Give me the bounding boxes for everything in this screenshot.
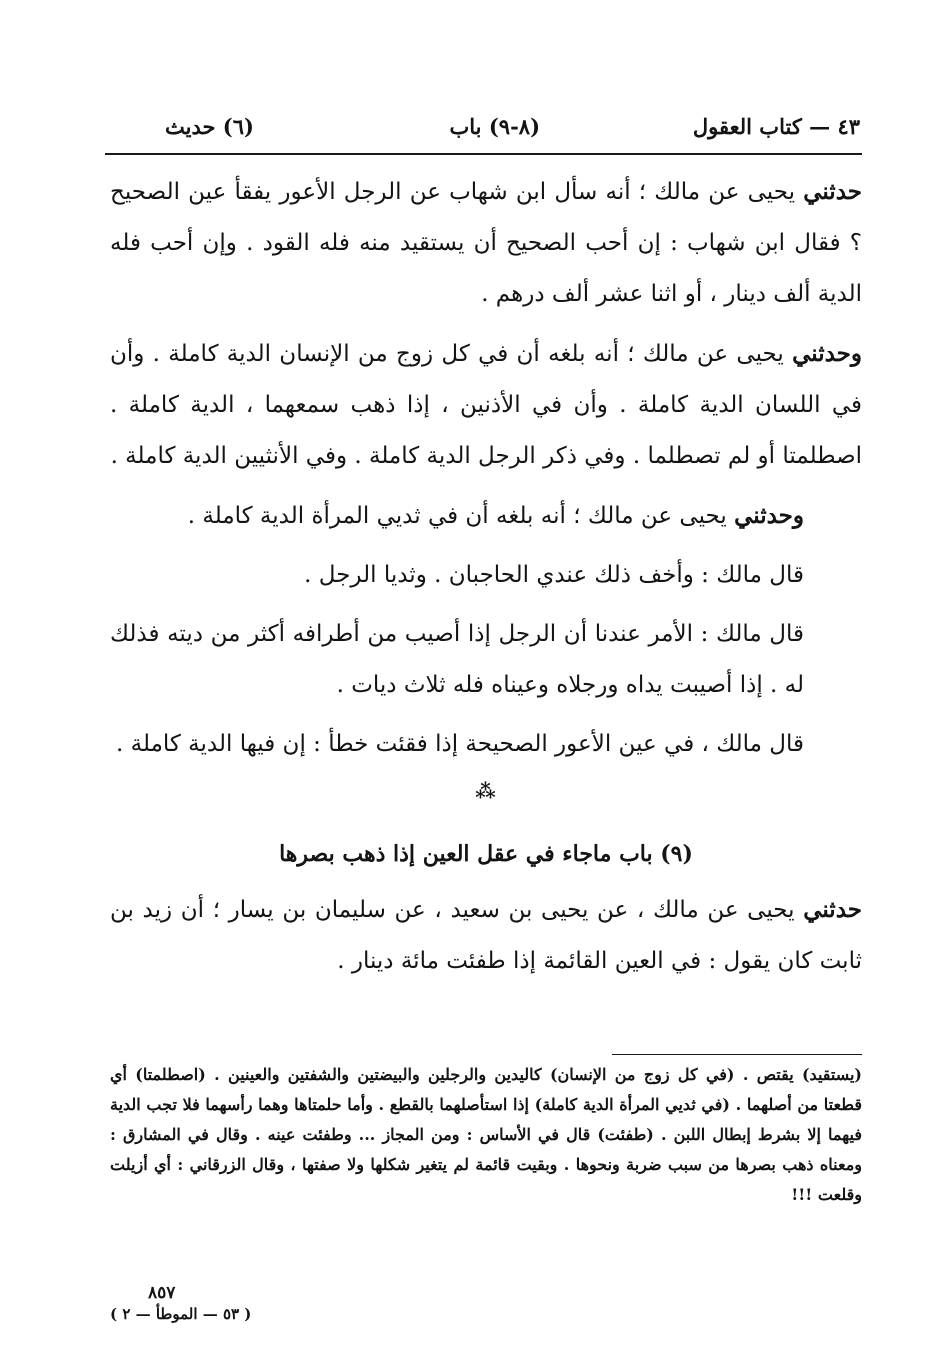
paragraph-lead: وحدثني — [792, 340, 862, 367]
header-hadith-number: (٦) حديث — [165, 114, 254, 139]
running-header — [110, 108, 860, 148]
footnote-text: (يستقيد) يقتص . (في كل زوج من الإنسان) كاليدين والرجلين والبيضتين والشفتين والعينين . (اصطلمتا) أي قطعتا من أصلهما . (في ثديي المرأة الدية كاملة) إذا استأصلهما بالقطع . وأما حلمتاها وهما رأسهما فلا تجب الدية فيهما إلا بشرط إبطال اللبن . (طفئت) قال في الأساس : ومن المجاز ... وطفئت عينه . وقال في المشارق : ومعناه ذهب بصرها من سبب ضربة ونحوها . وبقيت قائمة لم يتغير شكلها ولا صفتها ، وقال الزرقاني : أي أزيلت وقلعت !!! — [110, 1065, 862, 1204]
paragraph-text: يحيى عن مالك ، عن يحيى بن سعيد ، عن سليمان بن يسار ؛ أن زيد بن ثابت كان يقول : في العين القائمة إذا طفئت مائة دينار . — [110, 897, 862, 974]
paragraph-5 — [110, 609, 862, 711]
header-chapter-range: (٨-٩) باب — [449, 114, 540, 139]
chapter-title: (٩) باب ماجاء في عقل العين إذا ذهب بصرها — [279, 841, 693, 867]
chapter-paragraph — [110, 884, 862, 987]
footnote-divider — [612, 1054, 862, 1055]
paragraph-6 — [110, 719, 862, 770]
paragraph-text: قال مالك : الأمر عندنا أن الرجل إذا أصيب من أطرافه أكثر من ديته فذلك له . إذا أصيبت يداه ورجلاه وعيناه فله ثلاث ديات . — [110, 621, 804, 698]
paragraph-text: قال مالك : وأخف ذلك عندي الحاجبان . وثديا الرجل . — [304, 562, 804, 588]
paragraph-text: يحيى عن مالك ؛ أنه بلغه أن في ثديي المرأة الدية كاملة . — [187, 503, 735, 529]
page-number: ٨٥٧ — [148, 1283, 176, 1303]
main-text — [110, 166, 862, 995]
paragraph-2 — [110, 328, 862, 482]
paragraph-lead: وحدثني — [734, 502, 804, 529]
header-page-and-book: ٤٣ — كتاب العقول — [692, 114, 860, 139]
paragraph-lead: حدثني — [803, 178, 862, 205]
footnotes — [110, 1060, 862, 1210]
paragraph-4 — [110, 550, 862, 601]
printer-signature: ( ٥٣ — الموطأ — ٢ ) — [110, 1305, 252, 1323]
paragraph-text: يحيى عن مالك ؛ أنه سأل ابن شهاب عن الرجل الأعور يفقأ عين الصحيح ؟ فقال ابن شهاب : إن أحب الصحيح أن يستقيد منه فله القود . وإن أحب فله الدية ألف دينار ، أو اثنا عشر ألف درهم . — [110, 179, 862, 307]
paragraph-lead: حدثني — [803, 896, 862, 923]
paragraph-3 — [110, 490, 862, 542]
paragraph-text: قال مالك ، في عين الأعور الصحيحة إذا فقئت خطأ : إن فيها الدية كاملة . — [116, 731, 804, 757]
section-separator: ⁂ — [475, 779, 497, 803]
header-divider — [105, 153, 862, 155]
paragraph-text: يحيى عن مالك ؛ أنه بلغه أن في كل زوج من الإنسان الدية كاملة . وأن في اللسان الدية كاملة . وأن في الأذنين ، إذا ذهب سمعهما ، الدية كاملة . اصطلمتا أو لم تصطلما . وفي ذكر الرجل الدية كاملة . وفي الأنثيين الدية كاملة . — [110, 341, 862, 469]
paragraph-1 — [110, 166, 862, 320]
